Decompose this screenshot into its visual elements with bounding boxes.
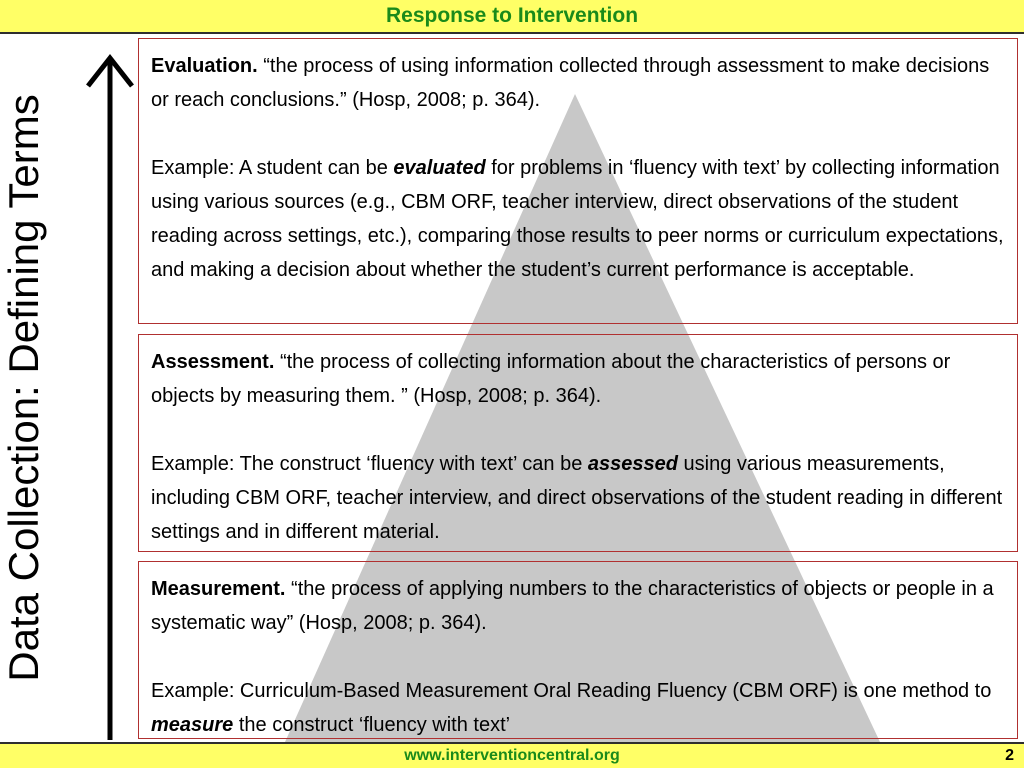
assessment-term: Assessment.	[151, 351, 275, 373]
evaluation-example: Example: A student can be evaluated for problems in ‘fluency with text’ by collecting information using various sources (e.g., CBM ORF, teacher interview, direct observations of the student reading across settings, etc.), comparing those results to peer norms or curriculum expectations, and making a decision about whether the student’s current performance is acceptable.	[151, 157, 1004, 281]
side-title: Data Collection: Defining Terms	[0, 94, 47, 682]
assessment-definition: Assessment. “the process of collecting information about the characteristics of persons or objects by measuring them. ” (Hosp, 2008; p. 364).	[151, 351, 951, 407]
page-number: 2	[1005, 747, 1014, 764]
footer-url[interactable]: www.interventioncentral.org	[404, 747, 620, 764]
evaluation-emphasis: evaluated	[393, 157, 486, 179]
measurement-term: Measurement.	[151, 578, 286, 600]
evaluation-definition: Evaluation. “the process of using information collected through assessment to make decisions or reach conclusions.” (Hosp, 2008; p. 364).	[151, 55, 990, 111]
assessment-example: Example: The construct ‘fluency with text’ can be assessed using various measurements, including CBM ORF, teacher interview, and direct observations of the student reading in different settings and in different material.	[151, 453, 1003, 543]
evaluation-term: Evaluation.	[151, 55, 258, 77]
measurement-box	[138, 561, 1018, 739]
assessment-emphasis: assessed	[587, 453, 678, 475]
measurement-emphasis: measure	[151, 714, 234, 736]
measurement-example: Example: Curriculum-Based Measurement Oral Reading Fluency (CBM ORF) is one method to measure the construct ‘fluency with text’	[151, 680, 992, 736]
header-title: Response to Intervention	[385, 4, 639, 27]
measurement-definition: Measurement. “the process of applying numbers to the characteristics of objects or people in a systematic way” (Hosp, 2008; p. 364).	[151, 578, 994, 634]
up-arrow-icon	[80, 44, 140, 744]
footer-bar	[0, 742, 1024, 768]
assessment-box	[138, 334, 1018, 552]
evaluation-box	[138, 38, 1018, 324]
